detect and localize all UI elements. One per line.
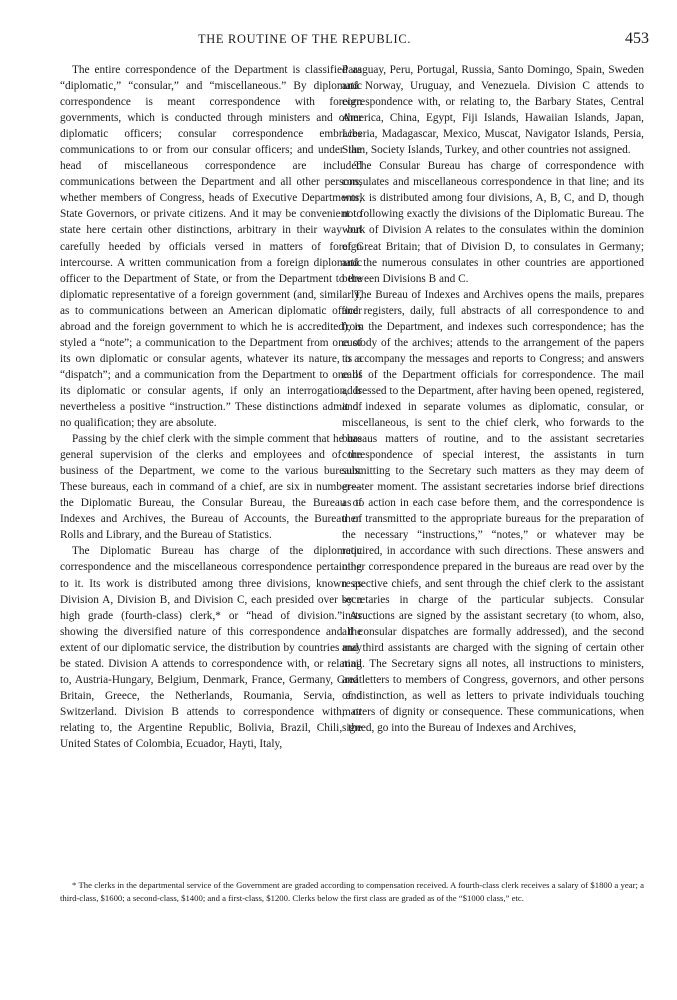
paragraph: The entire correspondence of the Department is classified as “diplomatic,” “consular,” and “miscellaneous.” By diplomatic correspondence is meant correspondence with foreign governments, which is conducted through ministers and other diplomatic officers; consular correspondence embraces communications to or from our consular officers; and under the head of miscellaneous correspondence are included communications between the Department and all other persons, whether members of Congress, heads of Executive Departments, State Governors, or private citizens. And it may be convenient to state here certain other distinctions, arbitrary in their way but carefully heeded by officials versed in matters of foreign intercourse. A written communication from a foreign diplomatic officer to the Department of State, or from the Department to the diplomatic representative of a foreign government (and, similarly, as to communications between an American diplomatic officer abroad and the foreign government to which he is accredited), is styled a “note”; a communication to the Department from one of its own diplomatic or consular agents, whatever its nature, is a “dispatch”; and a communication from the Department to one of its diplomatic or consular agents, if only an interrogation, is nevertheless a positive “instruction.” These distinctions admit of no qualification; they are absolute. [60,64,362,430]
paragraph: The Consular Bureau has charge of correspondence with consulates and miscellaneous correspondence in that line; and its work is distributed among four divisions, A, B, C, and D, though not following exactly the divisions of the Diplomatic Bureau. The work of Division A relates to the consulates within the dominion of Great Britain; that of Division D, to consulates in Germany; and the numerous consulates in other countries are apportioned between Divisions B and C. [342,160,644,285]
running-title: THE ROUTINE OF THE REPUBLIC. [198,32,412,46]
right-column [342,62,644,736]
paragraph: The Bureau of Indexes and Archives opens the mails, prepares and registers, daily, full abstracts of all correspondence to and from the Department, and indexes such correspondence; has the custody of the archives; attends to the arrangement of the papers to accompany the messages and reports to Congress; and answers calls of the Department officials for correspondence. The mail addressed to the Department, after having been opened, registered, and indexed in separate volumes as diplomatic, consular, or miscellaneous, is sent to the chief clerk, who forwards to the bureaus matters of routine, and to the assistant secretaries correspondence of special interest, the assistants in turn submitting to the Secretary such matters as they may deem of greater moment. The assistant secretaries indorse brief directions as to action in each case before them, and the correspondence is then transmitted to the appropriate bureaus for the preparation of the necessary “instructions,” “notes,” or whatever may be required, in accordance with such directions. These answers and other correspondence prepared in the bureaus are read over by the respective chiefs, and sent through the chief clerk to the assistant secretaries in charge of the particular subjects. Consular instructions are signed by the assistant secretary (to whom, also, all consular dispatches are formally addressed), and the second and third assistants are charged with the signing of certain other mail. The Secretary signs all notes, all instructions to ministers, and letters to members of Congress, governors, and other persons of distinction, as well as letters to private individuals touching matters of dignity or consequence. These communications, when signed, go into the Bureau of Indexes and Archives, [342,288,644,734]
page-number: 453 [625,30,649,47]
footnote [60,879,644,904]
footnote-text: * The clerks in the departmental service of the Government are graded according to compensation received. A fourth-class clerk receives a salary of $1800 a year; a third-class, $1600; a second-class, $1400; and a first-class, $1200. Clerks below the first class are graded as of the “$1000 class,” etc. [60,880,644,903]
paragraph-continued: Paraguay, Peru, Portugal, Russia, Santo Domingo, Spain, Sweden and Norway, Uruguay, and Venezuela. Division C attends to correspondence with, or relating to, the Barbary States, Central America, China, Egypt, Fiji Islands, Hawaiian Islands, Japan, Liberia, Madagascar, Mexico, Muscat, Navigator Islands, Persia, Siam, Society Islands, Turkey, and other countries not assigned. [342,64,644,157]
running-header [0,30,677,54]
left-column [60,62,362,752]
paragraph: The Diplomatic Bureau has charge of the diplomatic correspondence and the miscellaneous correspondence pertaining to it. Its work is distributed among three divisions, known as Division A, Division B, and Division C, each presided over by a high grade (fourth-class) clerk,* or “head of division.” As showing the diversified nature of this correspondence and the extent of our diplomatic service, the distribution by countries may be stated. Division A attends to correspondence with, or relating to, Austria-Hungary, Belgium, Denmark, France, Germany, Great Britain, Greece, the Netherlands, Roumania, Servia, and Switzerland. Division B attends to correspondence with, or relating to, the Argentine Republic, Bolivia, Brazil, Chili, the United States of Colombia, Ecuador, Hayti, Italy, [60,545,362,750]
paragraph: Passing by the chief clerk with the simple comment that he has general supervision of the clerks and employees and of the business of the Department, we come to the various bureaus. These bureaus, each in command of a chief, are six in number—the Diplomatic Bureau, the Consular Bureau, the Bureau of Indexes and Archives, the Bureau of Accounts, the Bureau of Rolls and Library, and the Bureau of Statistics. [60,433,362,542]
